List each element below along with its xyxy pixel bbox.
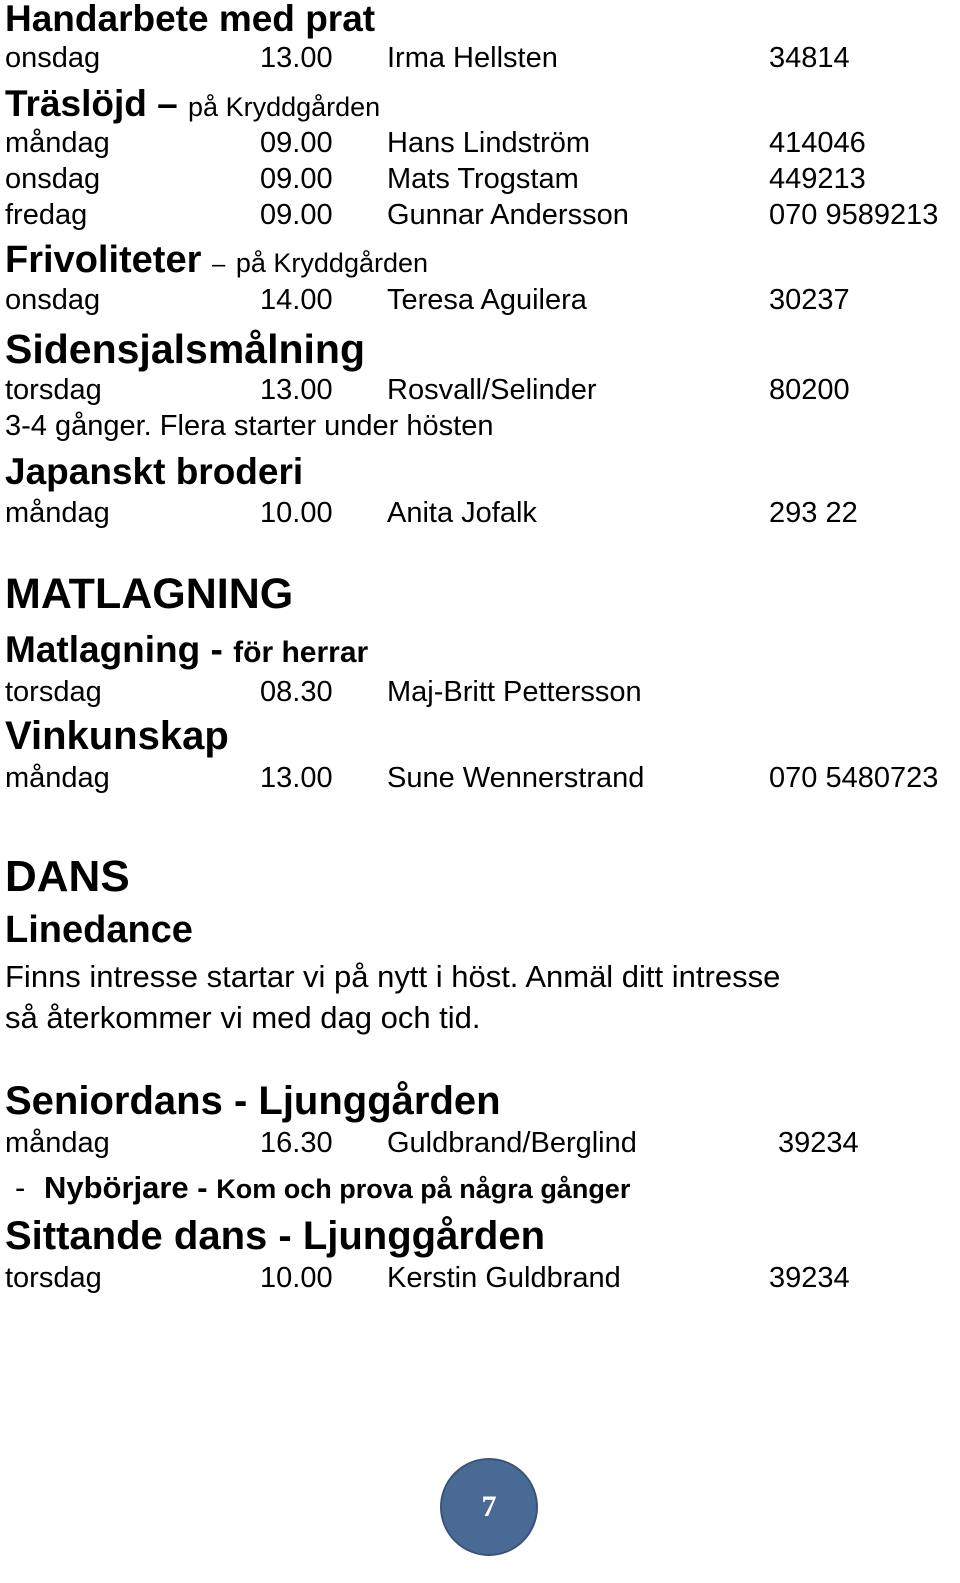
linedance-description xyxy=(5,956,955,1038)
day: onsdag xyxy=(5,284,101,316)
japanskt-title: Japanskt broderi xyxy=(5,451,304,492)
phone: 30237 xyxy=(769,284,850,316)
traslojd-row xyxy=(5,163,955,199)
matlagning-heading xyxy=(5,629,368,671)
leader: Teresa Aguilera xyxy=(387,284,587,316)
dans-section-title: DANS xyxy=(5,852,130,901)
leader: Maj-Britt Pettersson xyxy=(387,676,642,708)
day: torsdag xyxy=(5,676,102,708)
phone: 070 5480723 xyxy=(769,762,939,794)
handarbete-row xyxy=(5,42,955,78)
vinkunskap-row xyxy=(5,762,955,798)
time: 08.30 xyxy=(260,676,333,708)
matlagning-row xyxy=(5,676,955,712)
seniordans-title: Seniordans - Ljunggården xyxy=(5,1079,501,1123)
seniordans-row xyxy=(5,1127,955,1163)
traslojd-row xyxy=(5,199,955,235)
phone: 39234 xyxy=(769,1262,850,1294)
day: måndag xyxy=(5,1127,110,1159)
phone: 449213 xyxy=(769,163,866,195)
frivoliteter-heading xyxy=(5,239,428,282)
traslojd-dash: – xyxy=(157,83,178,124)
time: 09.00 xyxy=(260,127,333,159)
traslojd-title: Träslöjd xyxy=(5,83,147,124)
frivoliteter-location: på Kryddgården xyxy=(235,248,429,278)
time: 13.00 xyxy=(260,42,333,74)
beginner-note: Kom och prova på några gånger xyxy=(216,1174,631,1204)
phone: 80200 xyxy=(769,374,850,406)
japanskt-row xyxy=(5,497,955,533)
sidensjal-note: 3-4 gånger. Flera starter under hösten xyxy=(5,410,494,442)
phone: 34814 xyxy=(769,42,850,74)
time: 16.30 xyxy=(260,1127,333,1159)
vinkunskap-title: Vinkunskap xyxy=(5,714,229,758)
day: måndag xyxy=(5,127,110,159)
leader: Guldbrand/Berglind xyxy=(387,1127,637,1159)
leader: Irma Hellsten xyxy=(387,42,558,74)
day: fredag xyxy=(5,199,88,231)
phone: 39234 xyxy=(778,1127,859,1159)
matlagning-subtitle: för herrar xyxy=(233,636,369,669)
beginner-title: Nybörjare - xyxy=(43,1170,208,1205)
beginner-prefix: - xyxy=(15,1170,26,1205)
traslojd-heading xyxy=(5,83,380,125)
phone: 414046 xyxy=(769,127,866,159)
time: 13.00 xyxy=(260,374,333,406)
time: 10.00 xyxy=(260,1262,333,1294)
day: onsdag xyxy=(5,163,101,195)
frivoliteter-row xyxy=(5,284,955,320)
time: 09.00 xyxy=(260,163,333,195)
frivoliteter-dash: – xyxy=(211,251,226,278)
time: 09.00 xyxy=(260,199,333,231)
beginner-line xyxy=(15,1170,630,1206)
linedance-line-1: Finns intresse startar vi på nytt i höst. Anmäl ditt intresse xyxy=(5,959,781,994)
sidensjal-title: Sidensjalsmålning xyxy=(5,326,365,372)
frivoliteter-title: Frivoliteter xyxy=(5,239,202,281)
leader: Kerstin Guldbrand xyxy=(387,1262,621,1294)
sidensjal-row xyxy=(5,374,955,410)
linedance-line-2: så återkommer vi med dag och tid. xyxy=(5,1000,481,1035)
matlagning-title: Matlagning - xyxy=(5,629,223,670)
page-number-badge xyxy=(440,1458,538,1556)
time: 13.00 xyxy=(260,762,333,794)
day: torsdag xyxy=(5,374,102,406)
time: 14.00 xyxy=(260,284,333,316)
linedance-title: Linedance xyxy=(5,909,193,951)
day: onsdag xyxy=(5,42,101,74)
leader: Mats Trogstam xyxy=(387,163,579,195)
day: torsdag xyxy=(5,1262,102,1294)
page-number: 7 xyxy=(481,1490,497,1523)
phone: 070 9589213 xyxy=(769,199,939,231)
leader: Hans Lindström xyxy=(387,127,591,159)
time: 10.00 xyxy=(260,497,333,529)
leader: Rosvall/Selinder xyxy=(387,374,597,406)
sittande-row xyxy=(5,1262,955,1298)
traslojd-row xyxy=(5,127,955,163)
sittande-title: Sittande dans - Ljunggården xyxy=(5,1214,546,1258)
day: måndag xyxy=(5,762,110,794)
leader: Gunnar Andersson xyxy=(387,199,629,231)
handarbete-title: Handarbete med prat xyxy=(5,0,376,39)
matlagning-section-title: MATLAGNING xyxy=(5,570,294,618)
traslojd-location: på Kryddgården xyxy=(188,92,381,122)
phone: 293 22 xyxy=(769,497,858,529)
day: måndag xyxy=(5,497,110,529)
leader: Sune Wennerstrand xyxy=(387,762,645,794)
leader: Anita Jofalk xyxy=(387,497,537,529)
